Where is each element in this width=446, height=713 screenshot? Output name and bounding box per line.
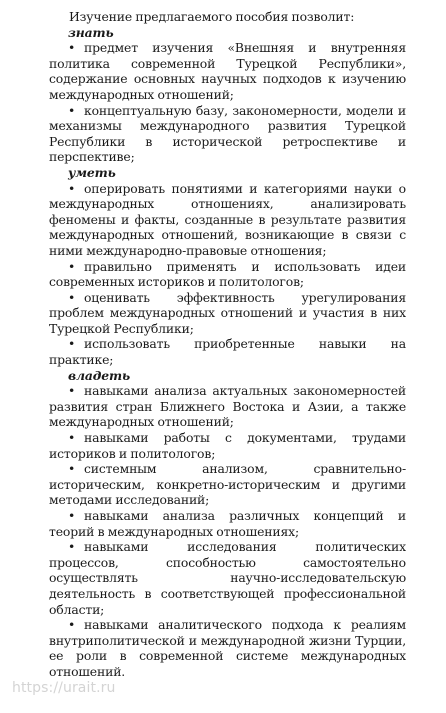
list-item-text: навыками аналитического подхода к реалиям внутриполитической и международной жизни Турции, ее роли в современной системе международных отношений. [49, 617, 406, 679]
list-item [49, 181, 406, 259]
list-item [49, 617, 406, 679]
list-item [49, 539, 406, 617]
list-item-text: навыками работы с документами, трудами историков и политологов; [49, 430, 406, 461]
section-heading-know: знать [68, 24, 114, 40]
list-item-text: навыками исследования политических процессов, способностью самостоятельно осуществлять научно-исследовательскую деятельность в соответствующей профессиональной области; [49, 539, 406, 617]
bullet-icon: • [68, 289, 76, 305]
list-item-text: концептуальную базу, закономерности, модели и механизмы международного развития Турецкой Республики в исторической ретроспективе и перспективе; [49, 102, 406, 165]
list-item [49, 461, 406, 508]
intro-text: Изучение предлагаемого пособия позволит: [69, 9, 355, 24]
list-item [49, 103, 406, 165]
bullet-icon: • [68, 180, 76, 196]
list-item-text: предмет изучения «Внешняя и внутренняя политика современной Турецкой Республики», содержание основных научных подходов к изучению международных отношений; [49, 40, 406, 102]
list-item-text: оценивать эффективность урегулирования проблем международных отношений и участия в них Турецкой Республики; [49, 289, 406, 336]
bullet-icon: • [68, 258, 76, 274]
list-item [49, 259, 406, 290]
list-item-text: использовать приобретенные навыки на практике; [49, 336, 406, 368]
list-item [49, 40, 406, 102]
bullet-icon: • [68, 617, 76, 633]
bullet-icon: • [68, 40, 76, 56]
list-item [49, 508, 406, 539]
list-item [49, 290, 406, 337]
document-body [49, 9, 406, 680]
bullet-icon: • [68, 336, 76, 352]
list-item-text: правильно применять и использовать идеи современных историков и политологов; [49, 258, 406, 290]
bullet-icon: • [68, 383, 76, 399]
list-item [49, 383, 406, 430]
watermark-url: https://urait.ru [12, 680, 116, 696]
bullet-icon: • [68, 508, 76, 523]
bullet-icon: • [68, 102, 76, 118]
list-item-text: навыками анализа различных концепций и теорий в международных отношениях; [49, 508, 406, 539]
bullet-icon: • [68, 539, 76, 555]
list-item [49, 430, 406, 461]
bullet-icon: • [68, 430, 76, 446]
list-item-text: системным анализом, сравнительно-историческим, конкретно-историческим и другими методами исследований; [49, 461, 406, 508]
section-heading-can: уметь [68, 164, 116, 180]
list-item-text: навыками анализа актуальных закономерностей развития стран Ближнего Востока и Азии, а также международных отношений; [49, 383, 406, 430]
list-item [49, 336, 406, 367]
list-item-text: оперировать понятиями и категориями науки о международных отношениях, анализировать феномены и факты, созданные в результате развития международных отношений, возникающие в связи с ними международно-правовые отношения; [49, 180, 406, 258]
section-heading-master: владеть [68, 367, 130, 383]
bullet-icon: • [68, 461, 76, 477]
